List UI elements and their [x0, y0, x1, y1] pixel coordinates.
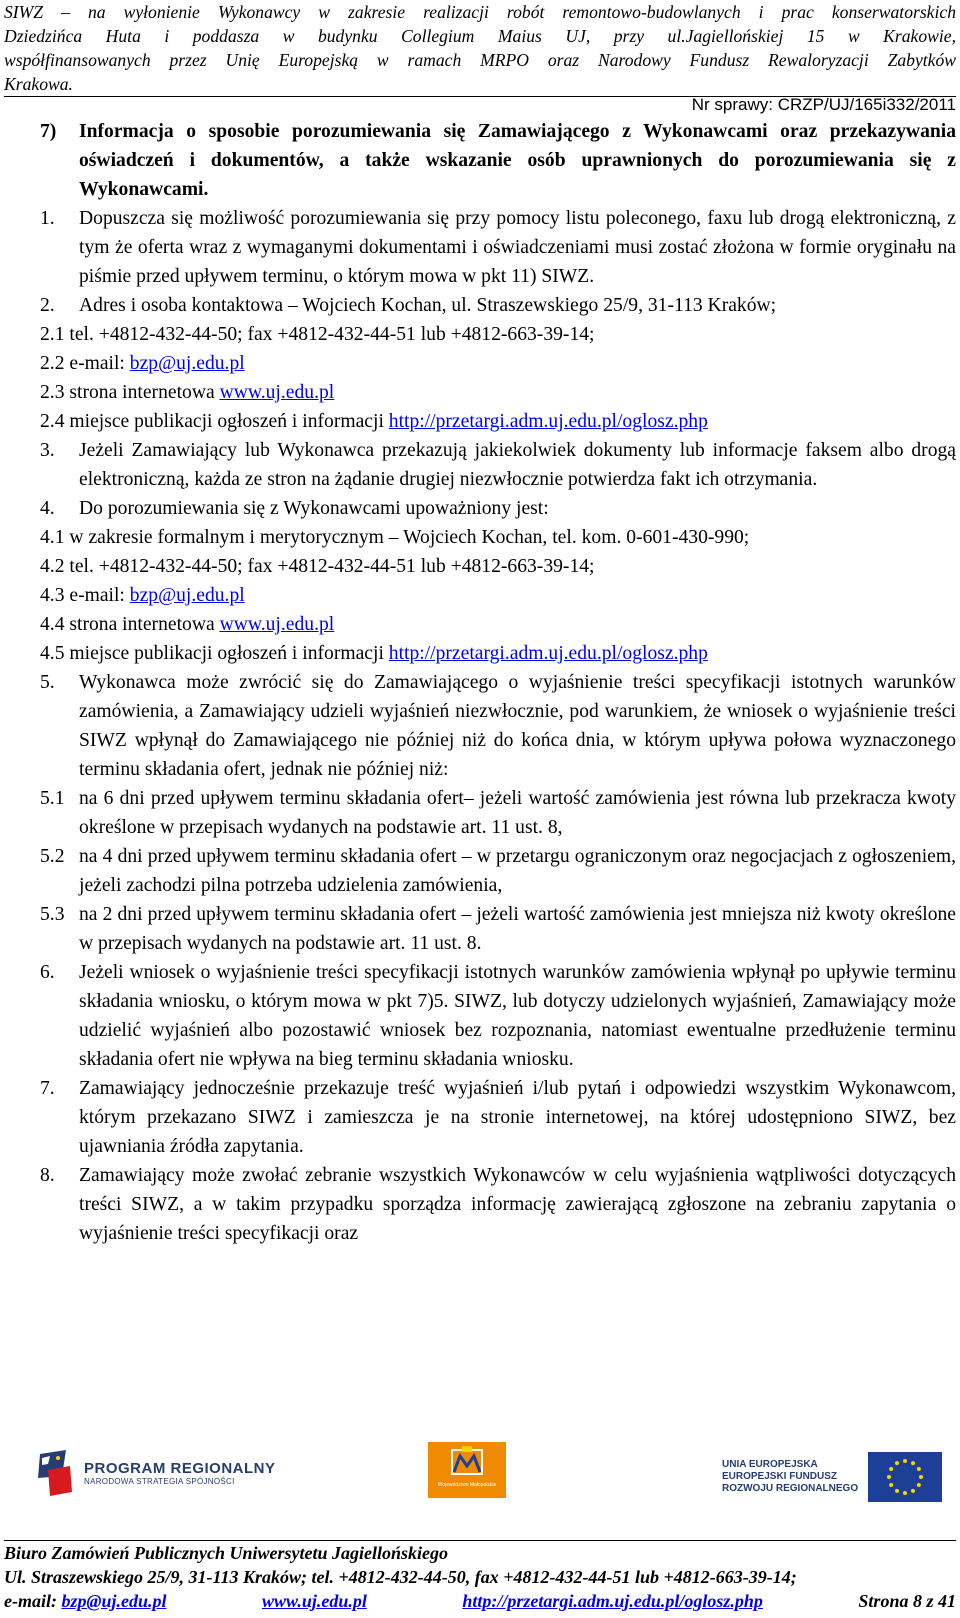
- paragraph-2-4: [40, 407, 956, 436]
- program-regionalny-subtitle: NARODOWA STRATEGIA SPÓJNOŚCI: [84, 1477, 235, 1486]
- item-number: 5.1: [40, 788, 65, 809]
- program-regionalny-title: PROGRAM REGIONALNY: [84, 1460, 276, 1477]
- eu-star-icon: [911, 1489, 915, 1493]
- item-text: na 4 dni przed upływem terminu składania ofert – w przetargu ograniczonym oraz negocjacjach z ogłoszeniem, jeżeli zachodzi pilna potrzeba udzielenia zamówienia,: [79, 846, 956, 896]
- document-footer: [4, 1540, 956, 1613]
- program-regionalny-logo: [36, 1448, 276, 1498]
- item-number: 5.2: [40, 846, 65, 867]
- paragraph-8: [40, 1161, 956, 1248]
- item-text: Wykonawca może zwrócić się do Zamawiającego o wyjaśnienie treści specyfikacji istotnych warunków zamówienia, a Zamawiający udzieli wyjaśnień niezwłocznie, pod warunkiem, że wniosek o wyjaśnienie treści SIWZ wpłynął do Zamawiającego nie później niż do końca dnia, w którym upływa połowa wyznaczonego terminu składania ofert, jednak nie później niż:: [79, 672, 956, 780]
- paragraph-4: [40, 494, 956, 523]
- eu-logo: [722, 1452, 942, 1502]
- section-number: 7): [40, 121, 57, 142]
- header-line-3: współfinansowanych przez Unię Europejską w ramach MRPO oraz Narodowy Fundusz Rewaloryzacji Zabytków: [4, 50, 956, 70]
- paragraph-5-1: [40, 784, 956, 842]
- item-number: 3.: [40, 440, 55, 461]
- document-header: [4, 0, 956, 97]
- publication-link[interactable]: http://przetargi.adm.uj.edu.pl/oglosz.php: [388, 643, 708, 664]
- eu-star-icon: [917, 1483, 921, 1487]
- item-text: Do porozumiewania się z Wykonawcami upoważniony jest:: [79, 498, 549, 519]
- footer-address: Ul. Straszewskiego 25/9, 31-113 Kraków; tel. +4812-432-44-50, fax +4812-432-44-51 lub +4812-663-39-14;: [4, 1567, 797, 1587]
- item-text: Jeżeli wniosek o wyjaśnienie treści specyfikacji istotnych warunków zamówienia wpłynął po upływie terminu składania wniosku, o którym mowa w pkt 7)5. SIWZ, lub dotyczy udzielonych wyjaśnień, Zamawiający może udzielić wyjaśnień albo pozostawić wniosek bez rozpoznania, natomiast ewentualne przedłużenie terminu składania ofert nie wpływa na bieg terminu składania wniosku.: [79, 962, 956, 1070]
- email-label: 2.2 e-mail:: [40, 353, 130, 374]
- website-label: 2.3 strona internetowa: [40, 382, 220, 403]
- section-title: Informacja o sposobie porozumiewania się Zamawiającego z Wykonawcami oraz przekazywania oświadczeń i dokumentów, a także wskazanie osób uprawnionych do porozumiewania się z Wykonawcami.: [79, 121, 956, 200]
- footer-links-row: [4, 1589, 956, 1613]
- eu-line-1: UNIA EUROPEJSKA: [722, 1459, 818, 1470]
- paragraph-2-1: 2.1 tel. +4812-432-44-50; fax +4812-432-44-51 lub +4812-663-39-14;: [40, 324, 595, 345]
- eu-star-icon: [919, 1475, 923, 1479]
- eu-flag-icon: [868, 1452, 942, 1502]
- publication-label: 2.4 miejsce publikacji ogłoszeń i informacji: [40, 411, 389, 432]
- publication-link[interactable]: http://przetargi.adm.uj.edu.pl/oglosz.php: [388, 411, 708, 432]
- item-text: Jeżeli Zamawiający lub Wykonawca przekazują jakiekolwiek dokumenty lub informacje faksem albo drogą elektroniczną, każda ze stron na żądanie drugiej niezwłocznie potwierdza fakt ich otrzymania.: [79, 440, 956, 490]
- email-label: 4.3 e-mail:: [40, 585, 130, 606]
- eu-star-icon: [887, 1475, 891, 1479]
- document-body: [40, 117, 956, 1248]
- paragraph-4-5: [40, 639, 956, 668]
- paragraph-4-1: 4.1 w zakresie formalnym i merytorycznym – Wojciech Kochan, tel. kom. 0-601-430-990;: [40, 527, 750, 548]
- paragraph-5-3: [40, 900, 956, 958]
- paragraph-2-3: [40, 378, 956, 407]
- eu-star-icon: [889, 1467, 893, 1471]
- paragraph-5: [40, 668, 956, 784]
- email-link[interactable]: bzp@uj.edu.pl: [129, 585, 245, 606]
- malopolska-logo: [428, 1442, 506, 1498]
- footer-email-label: e-mail:: [4, 1591, 62, 1611]
- item-number: 1.: [40, 208, 55, 229]
- footer-publication-link[interactable]: http://przetargi.adm.uj.edu.pl/oglosz.php: [462, 1591, 763, 1611]
- item-number: 6.: [40, 962, 55, 983]
- email-link[interactable]: bzp@uj.edu.pl: [129, 353, 245, 374]
- paragraph-4-4: [40, 610, 956, 639]
- malopolska-caption: Województwo Małopolskie: [437, 1482, 497, 1488]
- item-number: 7.: [40, 1078, 55, 1099]
- item-text: Zamawiający jednocześnie przekazuje treść wyjaśnień i/lub pytań i odpowiedzi wszystkim Wykonawcom, którym przekazano SIWZ i zamieszcza je na stronie internetowej, na której udostępniono SIWZ, bez ujawniania źródła zapytania.: [79, 1078, 956, 1157]
- eu-star-icon: [903, 1491, 907, 1495]
- eu-star-icon: [903, 1459, 907, 1463]
- paragraph-3: [40, 436, 956, 494]
- item-text: na 2 dni przed upływem terminu składania ofert – jeżeli wartość zamówienia jest mniejsza niż kwoty określone w przepisach wydanych na podstawie art. 11 ust. 8.: [79, 904, 956, 954]
- item-number: 2.: [40, 295, 55, 316]
- website-link[interactable]: www.uj.edu.pl: [219, 614, 335, 635]
- item-number: 8.: [40, 1165, 55, 1186]
- eu-star-icon: [895, 1489, 899, 1493]
- paragraph-2: [40, 291, 956, 320]
- website-link[interactable]: www.uj.edu.pl: [219, 382, 335, 403]
- publication-label: 4.5 miejsce publikacji ogłoszeń i informacji: [40, 643, 389, 664]
- item-text: Zamawiający może zwołać zebranie wszystkich Wykonawców w celu wyjaśnienia wątpliwości dotyczących treści SIWZ, a w takim przypadku sporządza informację zawierającą zgłoszone na zebraniu zapytania o wyjaśnienie treści specyfikacji oraz: [79, 1165, 956, 1244]
- paragraph-4-2: 4.2 tel. +4812-432-44-50; fax +4812-432-44-51 lub +4812-663-39-14;: [40, 556, 595, 577]
- eu-star-icon: [889, 1483, 893, 1487]
- header-line-1: SIWZ – na wyłonienie Wykonawcy w zakresie realizacji robót remontowo-budowlanych i prac konserwatorskich: [4, 2, 956, 22]
- item-number: 4.: [40, 498, 55, 519]
- footer-office: Biuro Zamówień Publicznych Uniwersytetu Jagiellońskiego: [4, 1540, 956, 1565]
- item-text: na 6 dni przed upływem terminu składania ofert– jeżeli wartość zamówienia jest równa lub przekracza kwoty określone w przepisach wydanych na podstawie art. 11 ust. 8,: [79, 788, 956, 838]
- paragraph-1: [40, 204, 956, 291]
- case-number: Nr sprawy: CRZP/UJ/165i332/2011: [691, 95, 956, 114]
- eu-star-icon: [911, 1461, 915, 1465]
- paragraph-6: [40, 958, 956, 1074]
- paragraph-7: [40, 1074, 956, 1161]
- eu-line-2: EUROPEJSKI FUNDUSZ: [722, 1471, 838, 1482]
- eu-line-3: ROZWOJU REGIONALNEGO: [722, 1483, 859, 1494]
- item-text: Adres i osoba kontaktowa – Wojciech Kochan, ul. Straszewskiego 25/9, 31-113 Kraków;: [79, 295, 777, 316]
- program-regionalny-mark-icon: [36, 1448, 74, 1498]
- footer-website-link[interactable]: www.uj.edu.pl: [261, 1591, 367, 1611]
- header-line-4: Krakowa.: [4, 72, 956, 97]
- page-number: Strona 8 z 41: [858, 1591, 956, 1611]
- website-label: 4.4 strona internetowa: [40, 614, 220, 635]
- section-7-heading: [40, 117, 956, 204]
- eu-star-icon: [895, 1461, 899, 1465]
- malopolska-crest-icon: [428, 1442, 506, 1482]
- item-text: Dopuszcza się możliwość porozumiewania się przy pomocy listu poleconego, faxu lub drogą elektroniczną, z tym że oferta wraz z wymaganymi dokumentami i oświadczeniami musi zostać złożona w formie oryginału na piśmie przed upływem terminu, o którym mowa w pkt 11) SIWZ.: [79, 208, 956, 287]
- paragraph-4-3: [40, 581, 956, 610]
- paragraph-2-2: [40, 349, 956, 378]
- paragraph-5-2: [40, 842, 956, 900]
- funding-logos: [0, 1440, 960, 1520]
- item-number: 5.: [40, 672, 55, 693]
- item-number: 5.3: [40, 904, 65, 925]
- footer-email-link[interactable]: bzp@uj.edu.pl: [61, 1591, 167, 1611]
- header-line-2: Dziedzińca Huta i poddasza w budynku Collegium Maius UJ, przy ul.Jagiellońskiej 15 w Krakowie,: [4, 26, 956, 46]
- eu-star-icon: [917, 1467, 921, 1471]
